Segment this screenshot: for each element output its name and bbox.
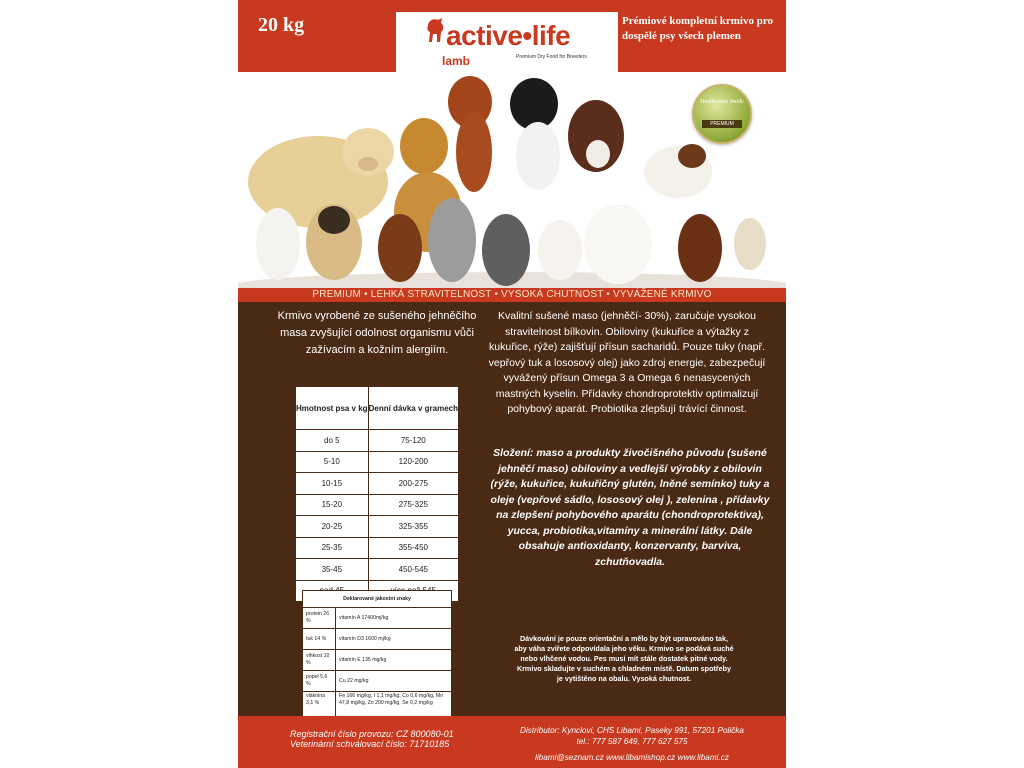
veterinary-number: Veterinární schválovací číslo: 71710185 bbox=[290, 739, 450, 749]
dog-shape bbox=[678, 214, 722, 282]
dog-shape bbox=[584, 204, 652, 284]
table-row: 5-10 120-200 bbox=[296, 451, 459, 473]
table-row: 10-15 200-275 bbox=[296, 473, 459, 495]
quality-table-title: Deklarované jakostní znaky bbox=[303, 591, 452, 608]
footer-bar bbox=[238, 716, 786, 768]
intro-text: Krmivo vyrobené ze sušeného jehněčího masa zvyšující odolnost organismu vůči zažívacím a kožním alergiím. bbox=[277, 310, 477, 356]
brand-variant: lamb bbox=[442, 54, 471, 68]
dosage-header-amount: Denní dávka v gramech bbox=[368, 387, 458, 430]
table-row: 25-35 355-450 bbox=[296, 537, 459, 559]
brand-name: active•life bbox=[446, 20, 571, 51]
dosage-header-weight: Hmotnost psa v kg bbox=[296, 387, 369, 430]
dog-shape bbox=[256, 208, 300, 280]
product-sheet bbox=[238, 0, 786, 768]
dog-shape bbox=[428, 198, 476, 282]
dog-shape bbox=[482, 214, 530, 286]
table-row: protein 26 % vitamín A 17400mj/kg bbox=[303, 608, 452, 629]
table-row: 15-20 275-325 bbox=[296, 494, 459, 516]
feeding-advice: Dávkování je pouze orientační a mělo by být upravováno tak, aby váha zvířete odpovídala jeho věku. Krmivo se podává suché nebo vlhčené vodou. Pes musí mít stále dostatek pitné vody. Krmivo skladujte v suchém a chladném místě. Datum spotřeby je vytištěno na obalu. Vysoká chutnost. bbox=[514, 634, 734, 683]
dog-shape bbox=[378, 214, 422, 282]
brand-tagline: Premium Dry Food for Breeders bbox=[516, 54, 587, 60]
dog-shape bbox=[400, 118, 448, 174]
header-bar bbox=[238, 0, 786, 72]
table-row: tuk 14 % vitamín D3 1600 mj/kg bbox=[303, 629, 452, 650]
distributor-info bbox=[498, 725, 766, 763]
dog-shape bbox=[538, 220, 582, 280]
package-weight: 20 kg bbox=[258, 14, 305, 36]
dog-shape bbox=[734, 218, 766, 270]
table-row: popel 5,6 % Cu 22 mg/kg bbox=[303, 671, 452, 692]
product-claim: Prémiové kompletní krmivo pro dospělé psy všech plemen bbox=[622, 15, 774, 42]
table-row: 35-45 450-545 bbox=[296, 559, 459, 581]
distributor-address: Distributor: Kynclovi, CHS Libami, Paseky 991, 57201 Polička bbox=[520, 726, 744, 735]
table-row: vlhkost 10 % vitamín E 135 mg/kg bbox=[303, 650, 452, 671]
description-text: Kvalitní sušené maso (jehněčí- 30%), zaručuje vysokou stravitelnost bílkovin. Obiloviny (kukuřice a výtažky z kukuřice, rýže) zajišťují přísun sacharidů. Pouze tuky (např. vepřový tuk a lososový olej) jako zdroj energie, zabezpečují vyvážený přísun Omega 3 a Omega 6 nenasycených mastných kyselin. Přídavky chondroprotektiv optimalizují pohybový aparát. Probiotika zlepšují trávící činnost. bbox=[488, 310, 766, 415]
registration-number: Registrační číslo provozu: CZ 800080-01 bbox=[290, 729, 454, 739]
distributor-phone: tel.: 777 587 649, 777 627 575 bbox=[576, 737, 688, 746]
table-row: 20-25 325-355 bbox=[296, 516, 459, 538]
quality-seal: Health start inside PREMIUM bbox=[692, 84, 752, 144]
distributor-web: libami@seznam.cz www.libamishop.cz www.libami.cz bbox=[535, 753, 729, 762]
feature-strip: PREMIUM • LEHKÁ STRAVITELNOST • VYSOKÁ CHUTNOST • VYVÁŽENÉ KRMIVO bbox=[238, 288, 786, 302]
dog-shape bbox=[510, 78, 558, 130]
table-row: do 5 75-120 bbox=[296, 430, 459, 452]
quality-table bbox=[302, 590, 452, 735]
brand-logo bbox=[396, 12, 618, 72]
table-row: vláknina 3,1 % Fe 166 mg/kg, I 1,1 mg/kg, Co 0,6 mg/kg, Mn 47,8 mg/kg, Zn 200 mg/kg, Se 0,2 mg/kg bbox=[303, 692, 452, 735]
dosage-table bbox=[295, 386, 459, 602]
composition-text: Složení: maso a produkty živočišného původu (sušené jehněčí maso) obiloviny a vedlejší výrobky z obilovin (rýže, kukuřice, kukuřičný glutén, lněné semínko) tuky a oleje (vepřové sádlo, lososový olej ), zelenina , přídavky na zlepšení pohybového aparátu (chondroprotektiva), yucca, probiotika,vitamíny a minerální látky. Dále obsahuje antioxidanty, konzervanty, barviva, zchutňovadla. bbox=[490, 447, 770, 568]
